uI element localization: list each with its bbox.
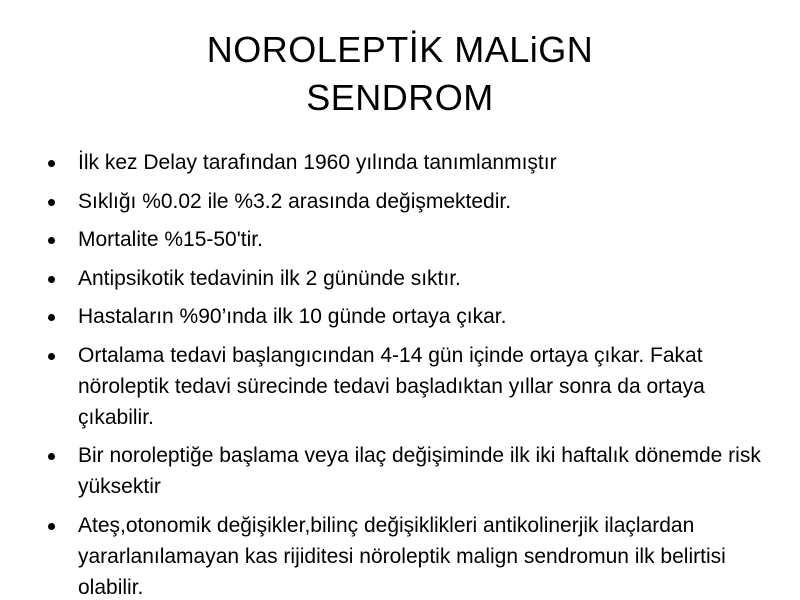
bullet-dot-icon	[48, 199, 55, 206]
bullet-dot-icon	[48, 160, 55, 167]
bullet-item	[44, 263, 764, 294]
bullet-dot-icon	[48, 314, 55, 321]
bullet-item	[44, 186, 764, 217]
bullet-item	[44, 147, 764, 178]
bullet-text: Bir noroleptiğe başlama veya ilaç değişiminde ilk iki haftalık dönemde risk yüksektir	[78, 444, 761, 498]
bullet-item	[44, 440, 764, 502]
bullet-text: Ortalama tedavi başlangıcından 4-14 gün içinde ortaya çıkar. Fakat nöroleptik tedavi sürecinde tedavi başladıktan yıllar sonra da ortaya çıkabilir.	[78, 343, 705, 429]
slide-title	[60, 26, 740, 122]
bullet-item	[44, 301, 764, 332]
bullet-dot-icon	[48, 453, 55, 460]
bullet-dot-icon	[48, 276, 55, 283]
bullet-text: Hastaların %90’ında ilk 10 günde ortaya çıkar.	[78, 305, 507, 328]
slide-title-line-2: SENDROM	[306, 77, 494, 118]
bullet-text: Mortalite %15-50'tir.	[78, 228, 263, 251]
bullet-dot-icon	[48, 523, 55, 530]
bullet-dot-icon	[48, 237, 55, 244]
bullet-item	[44, 510, 764, 600]
bullet-item	[44, 224, 764, 255]
bullet-text: Ateş,otonomik değişikler,bilinç değişiklikleri antikolinerjik ilaçlardan yararlanılamayan kas rijiditesi nöroleptik malign sendromun ilk belirtisi olabilir.	[78, 513, 726, 599]
bullet-item	[44, 340, 764, 433]
bullet-dot-icon	[48, 353, 55, 360]
slide-title-line-1: NOROLEPTİK MALiGN	[206, 29, 594, 70]
bullet-text: İlk kez Delay tarafından 1960 yılında tanımlanmıştır	[78, 151, 557, 174]
bullet-text: Sıklığı %0.02 ile %3.2 arasında değişmektedir.	[78, 189, 512, 213]
bullet-text: Antipsikotik tedavinin ilk 2 gününde sıktır.	[78, 266, 461, 290]
bullet-list	[44, 147, 764, 600]
